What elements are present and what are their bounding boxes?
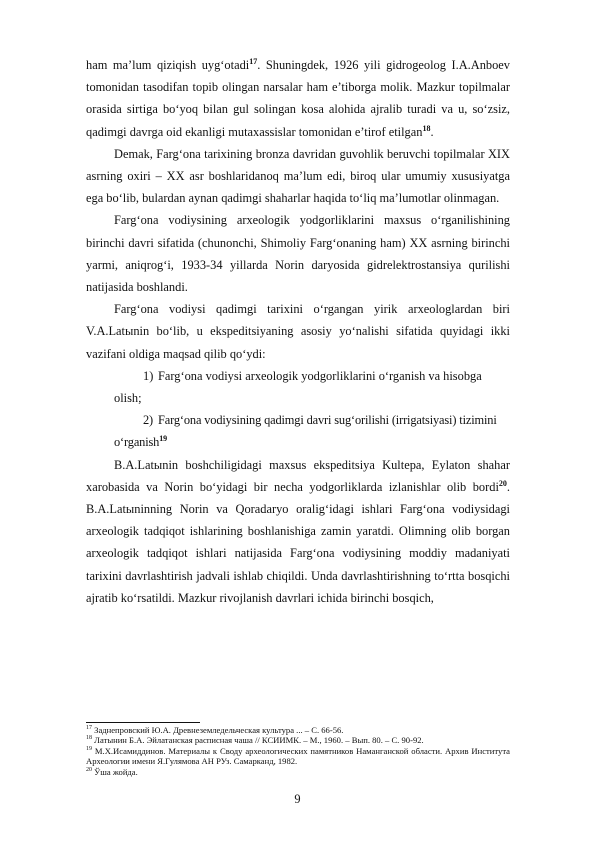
- footnotes: [86, 725, 510, 777]
- list-number: 1): [143, 368, 154, 383]
- footnote-text: Заднепровский Ю.А. Древнеземледельческая культура ... – С. 66-56.: [92, 725, 344, 735]
- footnote-19: [86, 746, 510, 767]
- footnote-ref-17[interactable]: 17: [249, 56, 258, 66]
- footnote-ref-20[interactable]: 20: [498, 478, 507, 488]
- footnote-18: [86, 735, 510, 745]
- paragraph-3: Farg‘ona vodiysining arxeologik yodgorliklarini maxsus o‘rganilishining birinchi davri sifatida (chunonchi, Shimoliy Farg‘onaning ham) XX asrning birinchi yarmi, aniqrog‘i, 1933-34 yillarda Norin daryosida gidrelektrostansiya qurilishi natijasida boshlandi.: [86, 213, 510, 295]
- list-item-cont-text: o‘rganish: [114, 435, 160, 450]
- footnote-marker: 19: [86, 745, 92, 752]
- footnote-20: [86, 767, 510, 777]
- footnote-text: Ўша жойда.: [92, 766, 138, 777]
- paragraph-1-end: .: [430, 124, 434, 139]
- footnote-17: [86, 725, 510, 735]
- list-item-2: [114, 409, 510, 453]
- footnote-text: Латынин Б.А. Эйлатанская расписная чаша // КСИИМК. – М., 1960. – Вып. 80. – С. 90-92.: [92, 735, 424, 746]
- paragraph-2: Demak, Farg‘ona tarixining bronza davridan guvohlik beruvchi topilmalar XIX asrning oxiri – XX asr boshlaridanoq ma’lum edi, biroq ular umumiy xususiyatga ega bo‘lib, bulardan aynan qadimgi shaharlar haqida to‘liq ma’lumotlar olinmagan.: [86, 146, 510, 206]
- list-item-1: [114, 365, 510, 409]
- footnote-separator: [86, 722, 200, 723]
- paragraph-1-text: ham ma’lum qiziqish uyg‘otadi: [86, 58, 250, 72]
- body-text: [86, 54, 510, 609]
- paragraph-5-text-cont: . B.A.Latыninning Norin va Qoradaryo oralig‘idagi ishlari Farg‘ona vodiysidagi arxeologik tadqiqot ishlarining boshlanishiga zamin yaratdi. Olimning olib borgan arxeologik tadqiqot ishlari natijasida Farg‘ona vodiysining moddiy madaniyati tarixini davrlashtirish jadvali ishlab chiqildi. Unda davrlashtirishning to‘rtta bosqichi ajratib ko‘rsatildi. Mazkur rivojlanish davrlari ichida birinchi bosqich,: [86, 479, 510, 605]
- footnote-marker: 18: [86, 735, 92, 742]
- paragraph-4: Farg‘ona vodiysi qadimgi tarixini o‘rgangan yirik arxeologlardan biri V.A.Latыnin bo‘lib, u ekspeditsiyaning asosiy yo‘nalishi sifatida quyidagi ikki vazifani oldiga maqsad qilib qo‘ydi:: [86, 302, 510, 361]
- list-item-text-cont: [114, 431, 510, 453]
- footnote-text: М.Х.Исамиддинов. Материалы к Своду археологических памятников Наманганской области. Архив Института Археологии имени Я.Гулямова АН РУз. Самарканд, 1982.: [86, 745, 510, 767]
- list-item-text: Farg‘ona vodiysi arxeologik yodgorliklarini o‘rganish va hisobga: [158, 368, 482, 383]
- footnote-marker: 17: [86, 725, 92, 732]
- paragraph-5-text: B.A.Latыnin boshchiligidagi maxsus ekspeditsiya Kultepa, Eylaton shahar xarobasida va Norin bo‘yidagi bir necha yodgorliklarda izlanishlar olib bordi: [86, 457, 510, 494]
- footnote-ref-19[interactable]: 19: [159, 434, 167, 444]
- footnote-marker: 20: [86, 766, 92, 773]
- paragraph-1: [86, 54, 510, 143]
- list-item-text: Farg‘ona vodiysining qadimgi davri sug‘orilishi (irrigatsiyasi) tizimini: [158, 413, 497, 428]
- footnote-ref-18[interactable]: 18: [422, 123, 431, 133]
- list-item-text-cont: olish;: [114, 391, 142, 406]
- list-number: 2): [143, 413, 154, 428]
- page-number: 9: [294, 792, 301, 806]
- paragraph-5: [86, 454, 510, 609]
- paragraph-1-text-cont: . Shuningdek, 1926 yili gidrogeolog I.A.Anboev tomonidan tasodifan topib olingan narsalar ham e’tiborga molik. Mazkur topilmalar orasida sirtiga bo‘yoq bilan gul solingan kosa alohida ajralib turadi va u, so‘zsiz, qadimgi davrga oid ekanligi mutaxassislar tomonidan e’tirof etilgan: [86, 58, 510, 139]
